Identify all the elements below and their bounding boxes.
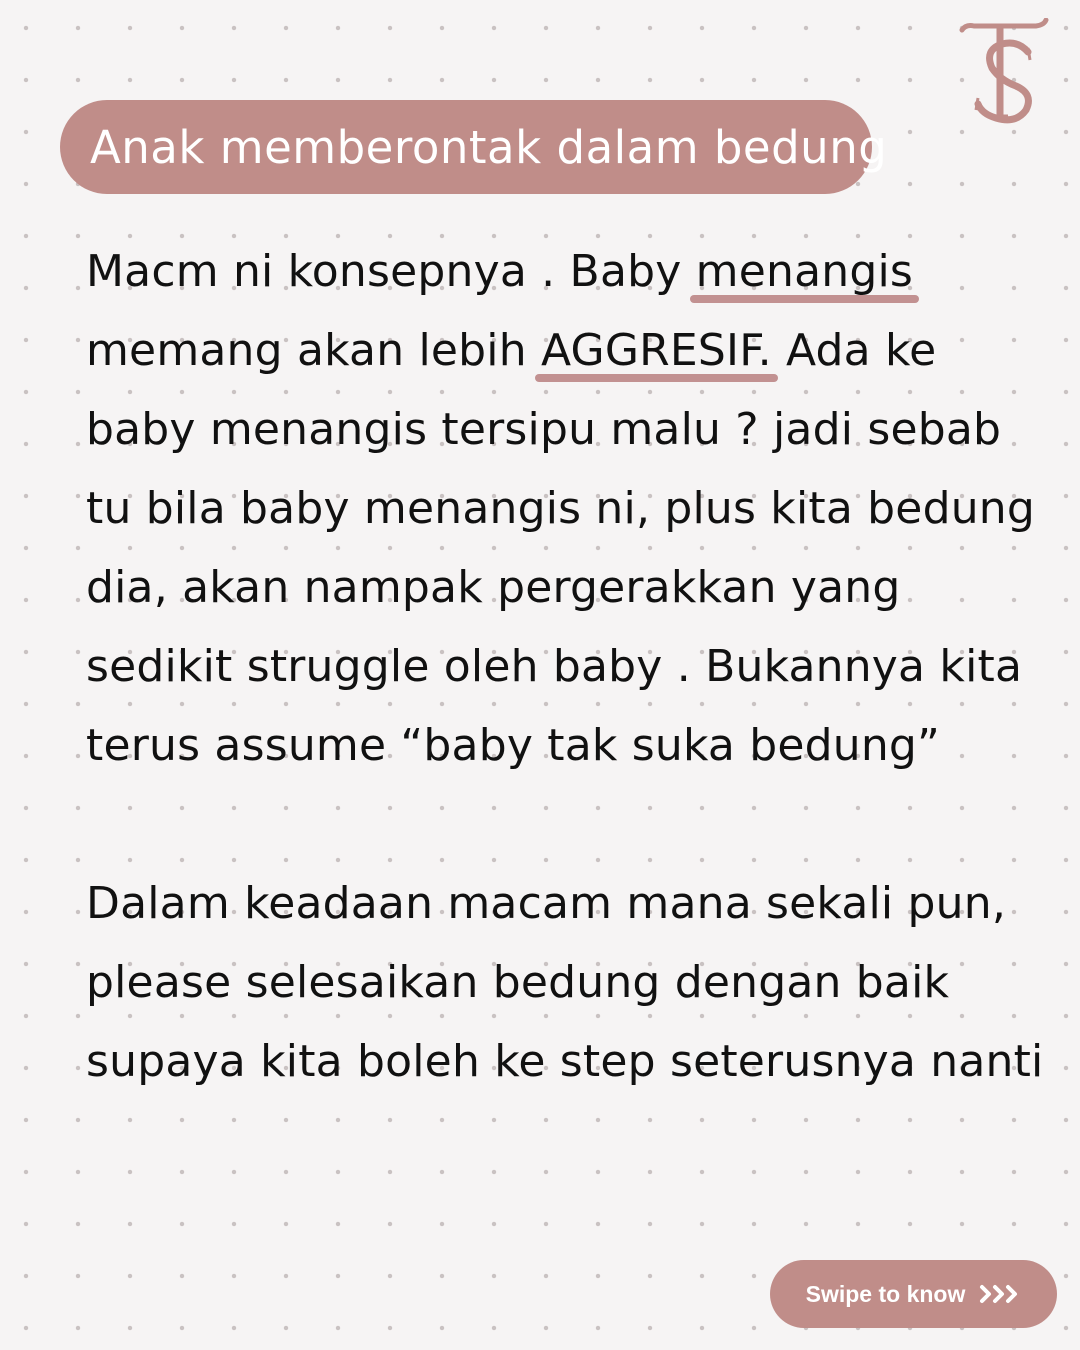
page-title: Anak memberontak dalam bedung [90,120,888,174]
paragraph-1-text-b: memang akan lebih [86,325,541,376]
triple-chevron-right-icon [979,1283,1021,1305]
highlight-menangis: menangis [696,232,913,311]
paragraph-1 [86,232,1046,785]
swipe-label: Swipe to know [805,1280,966,1307]
paragraph-1-text-a: Macm ni konsepnya . Baby [86,246,696,297]
title-banner [60,100,888,194]
ts-monogram-icon [956,18,1052,130]
paragraph-1-text-c: Ada ke baby menangis tersipu malu ? jadi sebab tu bila baby menangis ni, plus kita bedung dia, akan nampak pergerakkan yang sedikit struggle oleh baby . Bukannya kita terus assume “baby tak suka bedung” [86,325,1036,771]
body-content [86,232,1046,1101]
swipe-button[interactable] [770,1260,1057,1328]
brand-logo [956,18,1052,130]
paragraph-spacer [86,785,1046,864]
paragraph-2: Dalam keadaan macam mana sekali pun, please selesaikan bedung dengan baik supaya kita boleh ke step seterusnya nanti [86,878,1044,1087]
highlight-aggresif: AGGRESIF. [541,311,772,390]
